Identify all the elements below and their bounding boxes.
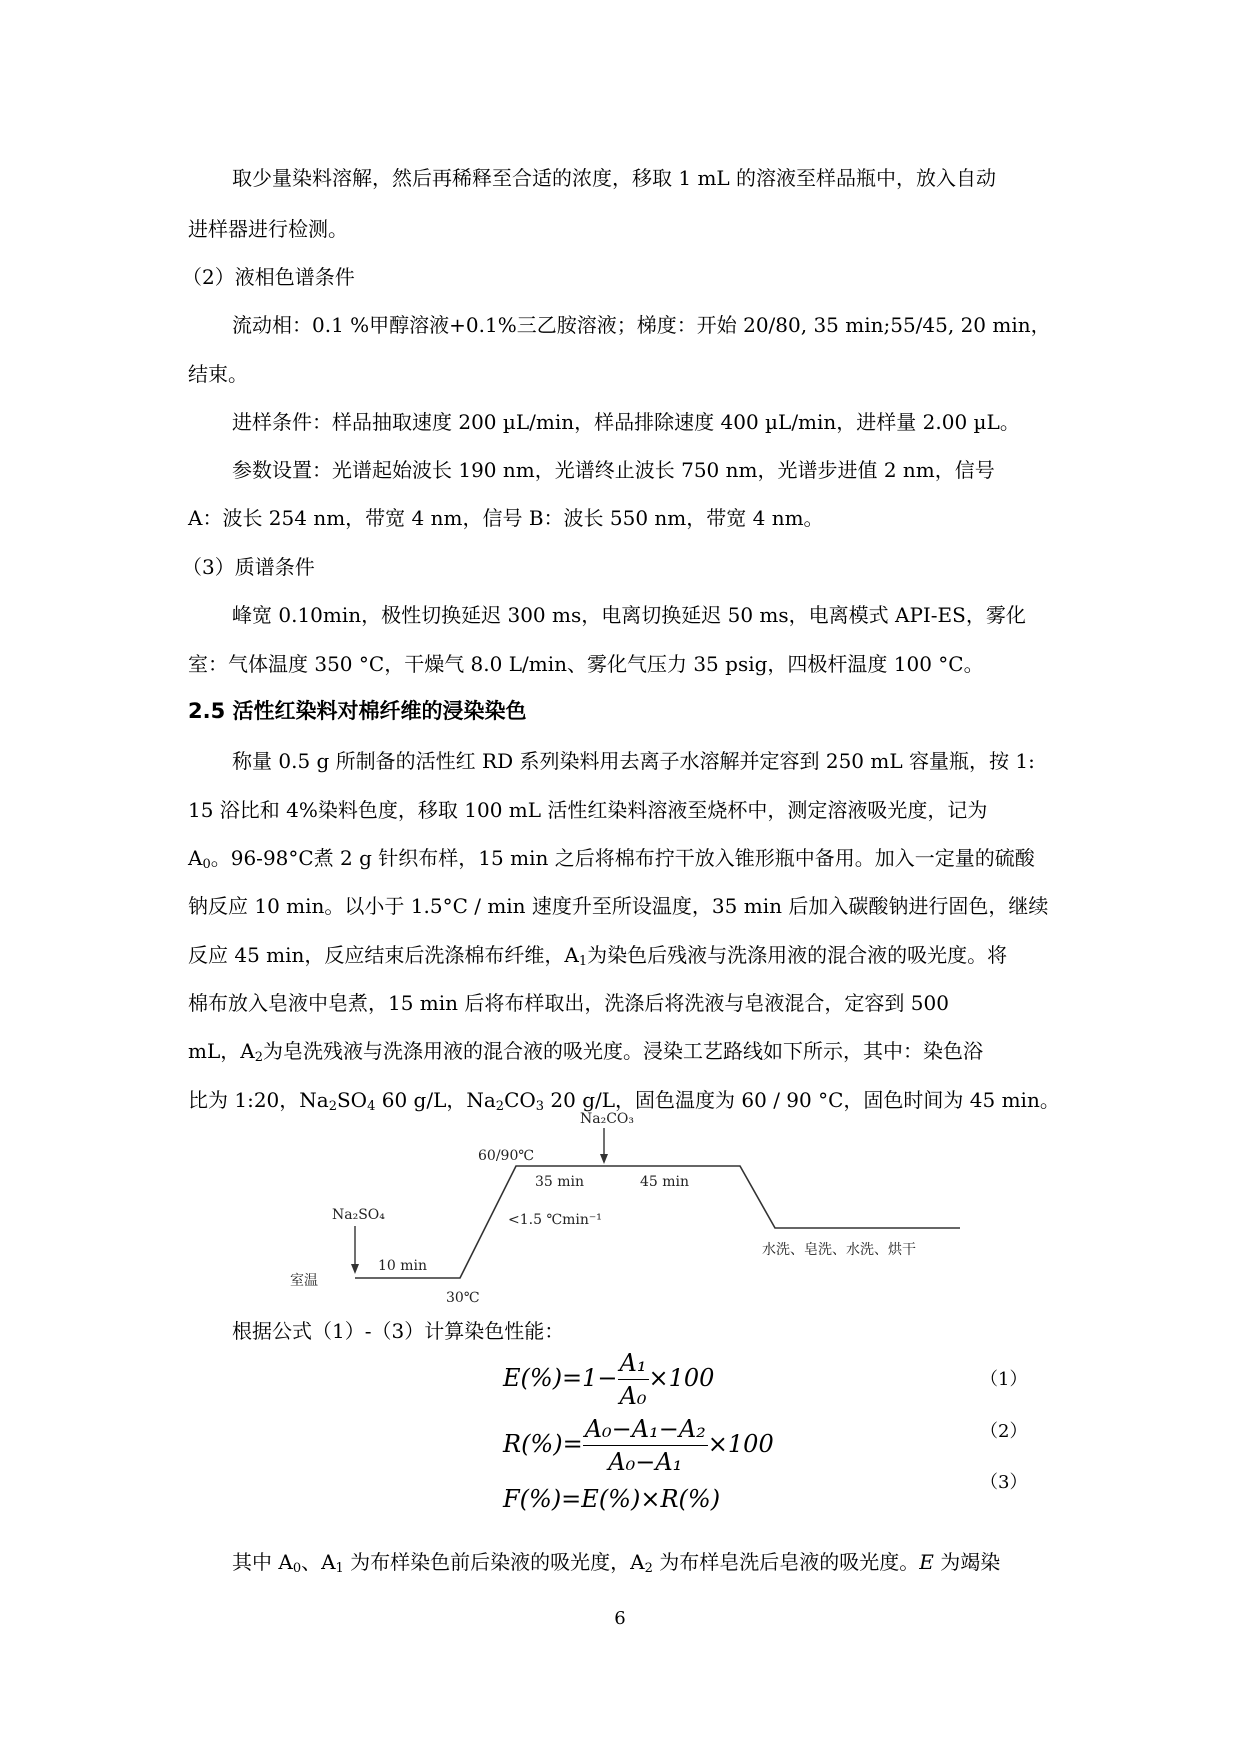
paragraph-line: 比为 1:20，$Na_2SO_4$ 60 g/L，$Na_2CO_3$ 20 g/L，固色温度为 60 / 90 °C，固色时间为 45 min。	[188, 1088, 1060, 1114]
formula-3: F(%)=E(%)×R(%)	[503, 1485, 721, 1513]
paragraph-line: A：波长 254 nm，带宽 4 nm，信号 B：波长 550 nm，带宽 4 nm。	[188, 506, 824, 530]
page-number: 6	[614, 1608, 626, 1629]
equation-number: （2）	[980, 1421, 1028, 1442]
paragraph-line: 棉布放入皂液中皂煮，15 min 后将布样取出，洗涤后将洗液与皂液混合，定容到 500	[188, 991, 949, 1015]
na2co3-arrowhead	[600, 1154, 608, 1164]
formula-1: E(%)=1− $\frac{\text{A₁}}{\text{A₀}}$ ×100	[503, 1349, 715, 1410]
section-title: 2.5 活性红染料对棉纤维的浸染染色	[188, 699, 527, 723]
fraction: $\frac{\text{A₀−A₁−A₂}}{\text{A₀−A₁}}$	[584, 1415, 706, 1476]
dyeing-process-diagram	[280, 1108, 980, 1308]
paragraph-line: 15 浴比和 4%染料色度，移取 100 mL 活性红染料溶液至烧杯中，测定溶液吸光度，记为	[188, 798, 988, 822]
paragraph-line: 峰宽 0.10min，极性切换延迟 300 ms，电离切换延迟 50 ms，电离模式 API-ES，雾化	[232, 603, 1026, 627]
label-na2co3: Na₂CO₃	[580, 1111, 635, 1127]
label-after-treatment: 水洗、皂洗、水洗、烘干	[762, 1242, 916, 1258]
label-room-temp: 室温	[290, 1273, 318, 1289]
label-rate: <1.5 ℃min⁻¹	[508, 1212, 602, 1228]
paragraph-line: 进样条件：样品抽取速度 200 µL/min，样品排除速度 400 µL/min，进样量 2.00 µL。	[232, 410, 1020, 434]
label-na2so4: Na₂SO₄	[332, 1207, 385, 1223]
subheading: （3）质谱条件	[182, 555, 315, 579]
subheading: （2）液相色谱条件	[182, 265, 355, 289]
fraction: $\frac{\text{A₁}}{\text{A₀}}$	[619, 1349, 647, 1410]
paragraph-line: 取少量染料溶解，然后再稀释至合适的浓度，移取 1 mL 的溶液至样品瓶中，放入自动	[232, 166, 997, 190]
label-temp-top: 60/90℃	[478, 1148, 535, 1164]
paragraph-line: 进样器进行检测。	[188, 217, 348, 241]
paragraph-line: 结束。	[188, 362, 248, 386]
paragraph-line: 室：气体温度 350 °C，干燥气 8.0 L/min、雾化气压力 35 psig，四极杆温度 100 °C。	[188, 652, 984, 676]
paragraph-line: 称量 0.5 g 所制备的活性红 RD 系列染料用去离子水溶解并定容到 250 mL 容量瓶，按 1:	[232, 749, 1035, 773]
equation-number: （3）	[980, 1472, 1028, 1493]
paragraph-line: 根据公式（1）-（3）计算染色性能：	[232, 1319, 565, 1343]
label-10min: 10 min	[378, 1258, 428, 1274]
paragraph-line: 反应 45 min，反应结束后洗涤棉布纤维，$A_1$为染色后残液与洗涤用液的混合液的吸光度。将	[188, 943, 1008, 969]
formula-2: R(%)= $\frac{\text{A₀−A₁−A₂}}{\text{A₀−A₁}}$ ×100	[503, 1415, 774, 1476]
paragraph-line: 钠反应 10 min。以小于 1.5°C / min 速度升至所设温度，35 min 后加入碳酸钠进行固色，继续	[188, 894, 1049, 918]
label-30c: 30℃	[446, 1290, 480, 1306]
equation-number: （1）	[980, 1369, 1028, 1390]
paragraph-line: 其中 $A_0$、$A_1$ 为布样染色前后染液的吸光度，$A_2$ 为布样皂洗后皂液的吸光度。E 为竭染	[232, 1550, 1001, 1576]
na2so4-arrowhead	[351, 1264, 359, 1274]
paragraph-line: 流动相：0.1 %甲醇溶液+0.1%三乙胺溶液；梯度：开始 20/80, 35 min;55/45, 20 min，	[232, 313, 1051, 337]
paragraph-line: 参数设置：光谱起始波长 190 nm，光谱终止波长 750 nm，光谱步进值 2 nm，信号	[232, 458, 995, 482]
process-curve-svg	[280, 1108, 980, 1308]
paragraph-line: mL，$A_2$为皂洗残液与洗涤用液的混合液的吸光度。浸染工艺路线如下所示，其中：染色浴	[188, 1039, 983, 1065]
paragraph-line: $A_0$。96-98°C煮 2 g 针织布样，15 min 之后将棉布拧干放入锥形瓶中备用。加入一定量的硫酸	[188, 846, 1035, 872]
label-35min: 35 min	[535, 1174, 585, 1190]
label-45min: 45 min	[640, 1174, 690, 1190]
